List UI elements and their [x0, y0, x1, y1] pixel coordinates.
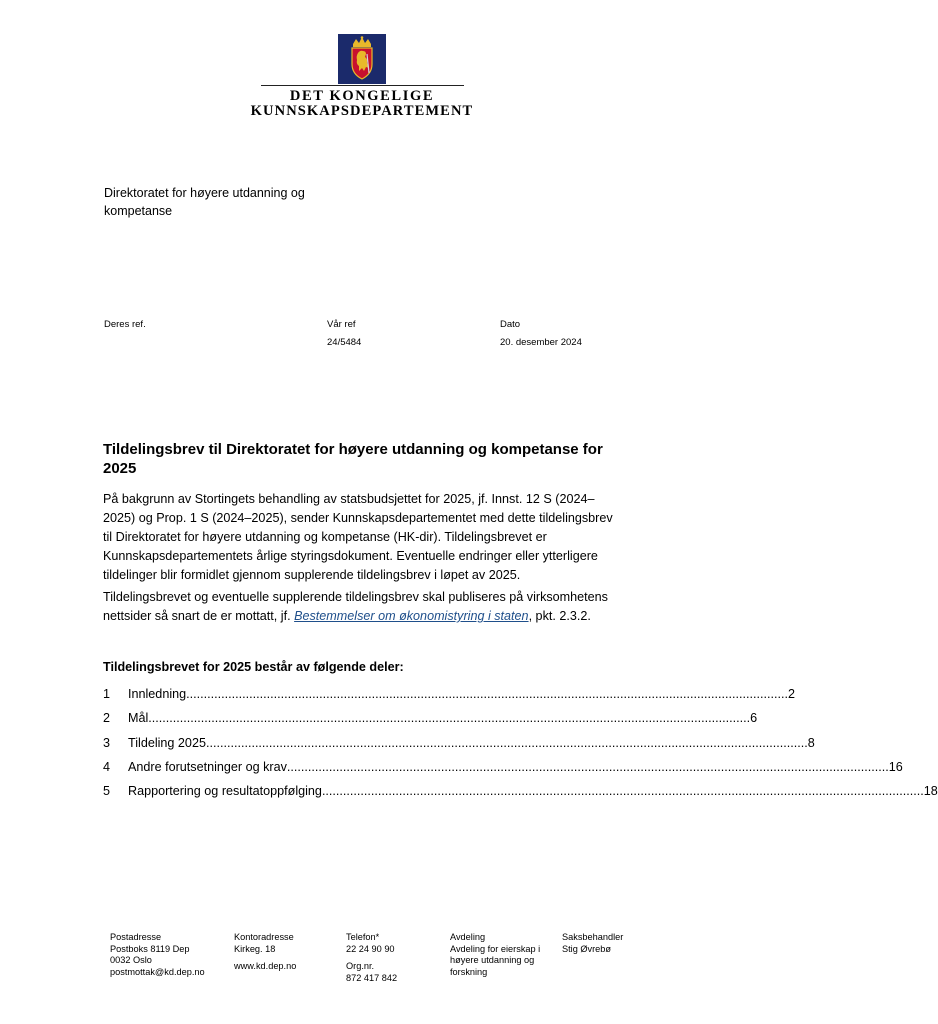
toc-item[interactable]	[103, 758, 903, 776]
paragraph-line: 2025) og Prop. 1 S (2024–2025), sender Kunnskapsdepartementet med dette tildelingsbrev	[103, 511, 613, 525]
footer-label: Postadresse	[110, 932, 162, 942]
toc-page-number: 6	[750, 711, 758, 725]
var-ref-label: Vår ref	[327, 319, 356, 330]
toc-leader-dots: ............................................................................................................................................................................	[321, 784, 924, 798]
toc-number: 5	[103, 784, 111, 798]
footer-telefon	[346, 932, 395, 955]
toc-leader-dots: ............................................................................................................................................................................	[148, 711, 751, 725]
paragraph-intro	[103, 490, 663, 585]
footer-text: forskning	[450, 966, 488, 977]
footer-postadresse	[110, 932, 205, 978]
footer-text: Kirkeg. 18	[234, 943, 276, 954]
toc-number: 1	[103, 687, 111, 701]
toc-page-number: 2	[787, 687, 795, 701]
toc-page-number: 16	[888, 760, 903, 774]
paragraph-text: , pkt. 2.3.2.	[528, 609, 591, 623]
paragraph-line: Kunnskapsdepartementets årlige styringsdokument. Eventuelle endringer eller ytterligere	[103, 549, 598, 563]
toc-title: Innledning	[128, 687, 187, 701]
recipient-address	[104, 184, 344, 220]
paragraph-line: På bakgrunn av Stortingets behandling av statsbudsjettet for 2025, jf. Innst. 12 S (2024–	[103, 492, 595, 506]
deres-ref-label: Deres ref.	[104, 319, 146, 330]
toc-title: Andre forutsetninger og krav	[128, 760, 287, 774]
title-line: 2025	[103, 460, 137, 477]
toc-item[interactable]	[103, 734, 815, 752]
footer-label: Saksbehandler	[562, 932, 624, 942]
paragraph-publication	[103, 588, 663, 626]
footer-text: 22 24 90 90	[346, 943, 395, 954]
footer-text: Stig Øvrebø	[562, 943, 612, 954]
footer-text: Postboks 8119 Dep	[110, 943, 190, 954]
letter-title	[103, 440, 663, 478]
paragraph-line: Tildelingsbrevet og eventuelle supplerende tildelingsbrev skal publiseres på virksomhetens	[103, 590, 608, 604]
letterhead-rule-top	[261, 85, 464, 86]
toc-page-number: 18	[923, 784, 938, 798]
recipient-line: Direktoratet for høyere utdanning og	[104, 186, 305, 200]
toc-leader-dots: ............................................................................................................................................................................	[205, 736, 808, 750]
footer-text: 0032 Oslo	[110, 955, 152, 965]
dato-label: Dato	[500, 319, 521, 330]
toc-item[interactable]	[103, 709, 758, 727]
coat-of-arms-emblem	[338, 34, 386, 84]
toc-number: 3	[103, 736, 111, 750]
toc-page-number: 8	[807, 736, 815, 750]
footer-label: Avdeling	[450, 932, 486, 942]
var-ref-value: 24/5484	[327, 337, 362, 348]
paragraph-text: nettsider så snart de er mottatt, jf.	[103, 609, 295, 623]
lion-crest-icon	[338, 34, 386, 84]
bestemmelser-link[interactable]: Bestemmelser om økonomistyring i staten	[294, 609, 529, 623]
footer-saksbehandler	[562, 932, 623, 955]
toc-number: 2	[103, 711, 111, 725]
toc-leader-dots: ............................................................................................................................................................................	[186, 687, 788, 701]
letterhead-line-2: KUNNSKAPSDEPARTEMENT	[250, 103, 474, 119]
footer-email[interactable]: postmottak@kd.dep.no	[110, 966, 205, 977]
paragraph-line: tildelinger blir formidlet gjennom supplerende tildelingsbrev i løpet av 2025.	[103, 568, 521, 582]
footer-text: høyere utdanning og	[450, 955, 535, 965]
toc-item[interactable]	[103, 685, 795, 703]
footer-web-link[interactable]: www.kd.dep.no	[234, 961, 297, 971]
footer-label: Org.nr.	[346, 961, 375, 971]
toc-item[interactable]	[103, 782, 938, 800]
footer-label: Kontoradresse	[234, 932, 294, 942]
toc-leader-dots: ............................................................................................................................................................................	[286, 760, 889, 774]
footer-avdeling	[450, 932, 540, 978]
toc-title: Rapportering og resultatoppfølging	[128, 784, 322, 798]
toc-number: 4	[103, 760, 111, 774]
footer-text: Avdeling for eierskap i	[450, 943, 541, 954]
dato-value: 20. desember 2024	[500, 337, 582, 348]
letterhead-line-1: DET KONGELIGE	[289, 88, 435, 104]
footer-text: 872 417 842	[346, 972, 398, 983]
footer-kontoradresse	[234, 932, 294, 955]
title-line: Tildelingsbrev til Direktoratet for høyere utdanning og kompetanse for	[103, 441, 603, 458]
paragraph-line: til Direktoratet for høyere utdanning og kompetanse (HK-dir). Tildelingsbrevet er	[103, 530, 547, 544]
footer-label: Telefon*	[346, 932, 380, 942]
footer-orgnr	[346, 961, 397, 984]
toc-title: Mål	[128, 711, 149, 725]
contents-heading: Tildelingsbrevet for 2025 består av følgende deler:	[103, 660, 404, 674]
recipient-line: kompetanse	[104, 204, 173, 218]
paragraph-line	[103, 607, 663, 626]
toc-title: Tildeling 2025	[128, 736, 206, 750]
